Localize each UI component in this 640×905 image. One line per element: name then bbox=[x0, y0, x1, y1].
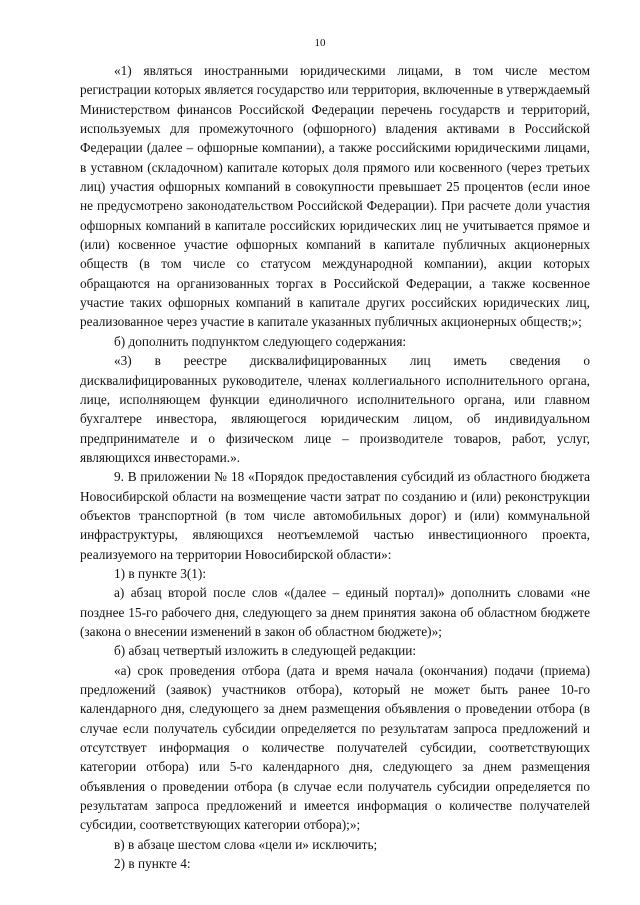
paragraph-item-9: 9. В приложении № 18 «Порядок предоставления субсидий из областного бюджета Новосибирской области на возмещение части затрат по созданию и (или) реконструкции объектов транспортной (в том числе автомобильных дорог) и (или) коммунальной инфраструктуры, являющихся неотъемлемой частью инвестиционного проекта, реализуемого на территории Новосибирской области»: bbox=[80, 469, 590, 562]
paragraph-point-4: 2) в пункте 4: bbox=[114, 856, 191, 872]
paragraph-offshore-companies: «1) являться иностранными юридическими лицами, в том числе местом регистрации которых является государство или территория, включенные в утверждаемый Министерством финансов Российской Федерации перечень государств и территорий, используемых для промежуточного (офшорного) владения активами в Российской Федерации (далее – офшорные компании), а также российскими юридическими лицами, в уставном (складочном) капитале которых доля прямого или косвенного (через третьих лиц) участия офшорных компаний в совокупности превышает 25 процентов (если иное не предусмотрено законодательством Российской Федерации). При расчете доли участия офшорных компаний в капитале российских юридических лиц не учитывается прямое и (или) косвенное участие офшорных компаний в капитале публичных акционерных обществ (в том числе со статусом международной компании), акции которых обращаются на организованных торгах в Российской Федерации, а также косвенное участие таких офшорных компаний в капитале других российских юридических лиц, реализованное через участие в капитале указанных публичных акционерных обществ;»; bbox=[80, 63, 590, 330]
paragraph-add-subitem: б) дополнить подпунктом следующего содержания: bbox=[114, 333, 407, 349]
paragraph-point-3-1: 1) в пункте 3(1): bbox=[114, 565, 207, 581]
document-body bbox=[80, 61, 590, 873]
paragraph-subitem-a: а) абзац второй после слов «(далее – единый портал)» дополнить словами «не позднее 15-го рабочего дня, следующего за днем принятия закона об областном бюджете (закона о внесении изменений в закон об областном бюджете)»; bbox=[80, 585, 590, 639]
paragraph-subitem-b: б) абзац четвертый изложить в следующей редакции: bbox=[114, 643, 417, 659]
page-number: 10 bbox=[314, 37, 326, 49]
paragraph-selection-deadline: «а) срок проведения отбора (дата и время начала (окончания) подачи (приема) предложений (заявок) участников отбора), который не может быть ранее 10-го календарного дня, следующего за днем размещения объявления о проведении отбора (в случае если получатель субсидии определяется по результатам запроса предложений и отсутствует информация о количестве получателей субсидии, соответствующих категории отбора) или 5-го календарного дня, следующего за днем размещения объявления о проведении отбора (в случае если получатель субсидии определяется по результатам запроса предложений и имеется информация о количестве получателей субсидии, соответствующих категории отбора);»; bbox=[80, 662, 590, 833]
paragraph-subitem-v: в) в абзаце шестом слова «цели и» исключить; bbox=[114, 836, 378, 852]
paragraph-disqualified-persons: «3) в реестре дисквалифицированных лиц иметь сведения о дисквалифицированных руководителе, членах коллегиального исполнительного органа, лице, исполняющем функции единоличного исполнительного органа, или главном бухгалтере инвестора, являющегося юридическим лицом, об индивидуальном предпринимателе и о физическом лице – производителе товаров, работ, услуг, являющихся инвесторами.». bbox=[80, 353, 590, 465]
